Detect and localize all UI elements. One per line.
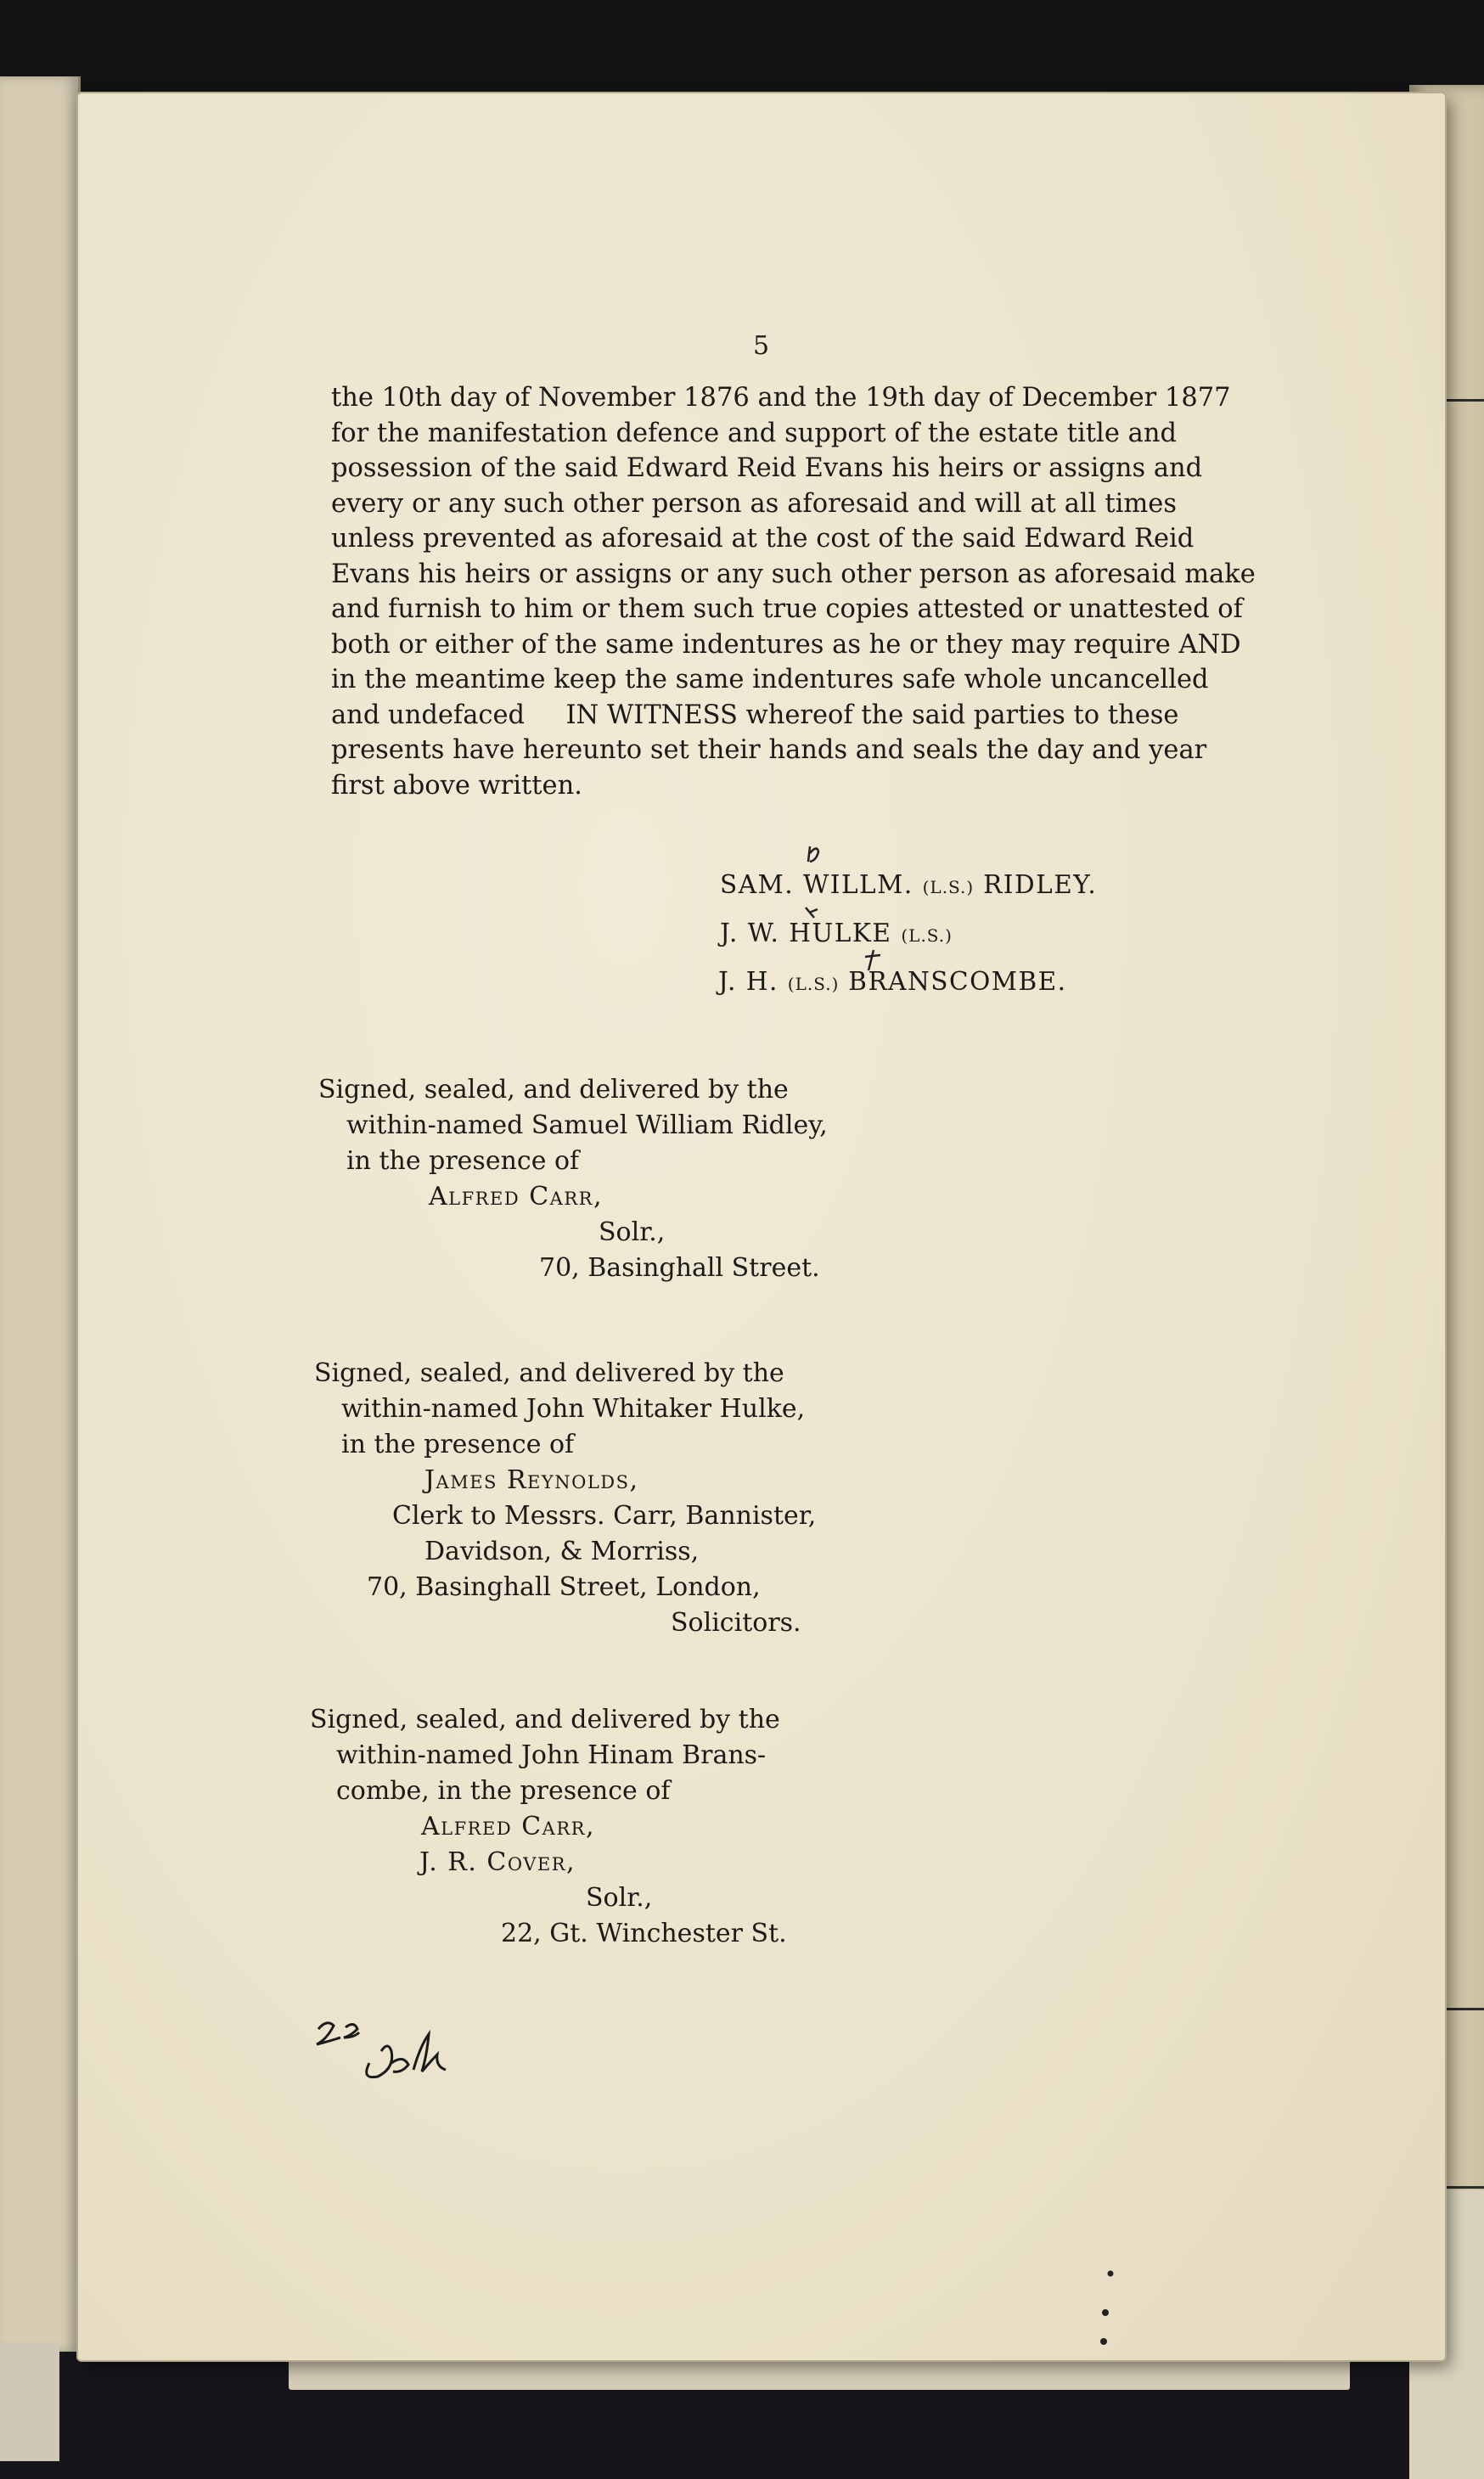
ink-specks <box>1095 2267 1121 2352</box>
body-line: for the manifestation defence and support of the estate title and <box>331 418 1177 448</box>
attestation-2-line: Solicitors. <box>671 1608 801 1638</box>
attestation-3-line: Signed, sealed, and delivered by the <box>310 1705 780 1734</box>
attestation-2-witness: James Reynolds, <box>424 1465 639 1495</box>
body-line: every or any such other person as aforesaid and will at all times <box>331 488 1177 519</box>
attestation-1-line: in the presence of <box>346 1146 580 1176</box>
attestation-2-line: within-named John Whitaker Hulke, <box>341 1394 806 1424</box>
signature-hulke: J. W. HULKE (L.S.) <box>720 919 953 947</box>
attestation-1-line: Signed, sealed, and delivered by the <box>318 1075 789 1105</box>
left-facing-page-edge <box>0 76 81 2352</box>
attestation-3-line: combe, in the presence of <box>336 1776 671 1806</box>
handwritten-tick-mark <box>802 904 828 925</box>
scanner-background <box>0 0 1484 102</box>
page-number: 5 <box>753 331 770 361</box>
body-line: presents have hereunto set their hands and seals the day and year <box>331 735 1207 765</box>
attestation-3-witness: Alfred Carr, <box>421 1812 595 1841</box>
signature-branscombe: J. H. (L.S.) BRANSCOMBE. <box>718 967 1067 996</box>
handwritten-tick-mark <box>862 947 887 976</box>
body-line-last: first above written. <box>331 770 582 801</box>
attestation-1-line: within-named Samuel William Ridley, <box>346 1110 828 1140</box>
attestation-1-line: Solr., <box>599 1217 666 1247</box>
attestation-2-line: in the presence of <box>341 1430 575 1459</box>
body-line: unless prevented as aforesaid at the cost of the said Edward Reid <box>331 524 1195 554</box>
seal-mark: (L.S.) <box>787 974 840 994</box>
attestation-1-witness: Alfred Carr, <box>429 1182 603 1211</box>
handwritten-tick-mark <box>798 836 866 887</box>
attestation-3-line: Solr., <box>586 1883 653 1913</box>
attestation-3-line: within-named John Hinam Brans- <box>336 1740 767 1770</box>
attestation-2-line: Clerk to Messrs. Carr, Bannister, <box>392 1501 817 1531</box>
attestation-1-address: 70, Basinghall Street. <box>539 1253 820 1283</box>
attestation-2-line: Signed, sealed, and delivered by the <box>314 1358 784 1388</box>
body-line: and furnish to him or them such true copies attested or unattested of <box>331 594 1243 624</box>
body-line: Evans his heirs or assigns or any such other person as aforesaid make <box>331 559 1256 589</box>
body-line: and undefaced IN WITNESS whereof the said parties to these <box>331 700 1179 730</box>
deed-body-text <box>331 380 1256 803</box>
body-line: the 10th day of November 1876 and the 19th day of December 1877 <box>331 383 1231 413</box>
attestation-3-address: 22, Gt. Winchester St. <box>501 1919 787 1948</box>
seal-mark: (L.S.) <box>901 925 953 946</box>
seal-mark: (L.S.) <box>922 877 975 897</box>
body-line: both or either of the same indentures as he or they may require AND <box>331 629 1241 660</box>
attestation-2-line: Davidson, & Morriss, <box>424 1537 700 1566</box>
attestation-2-address: 70, Basinghall Street, London, <box>367 1572 761 1602</box>
left-page-corner <box>0 2343 59 2461</box>
body-line: possession of the said Edward Reid Evans his heirs or assigns and <box>331 453 1203 483</box>
attestation-3-witness: J. R. Cover, <box>419 1847 576 1877</box>
body-line: in the meantime keep the same indentures safe whole uncancelled <box>331 665 1209 694</box>
handwritten-initials <box>310 2004 463 2097</box>
signature-ridley: SAM. WILLM. (L.S.) RIDLEY. <box>720 870 1098 899</box>
